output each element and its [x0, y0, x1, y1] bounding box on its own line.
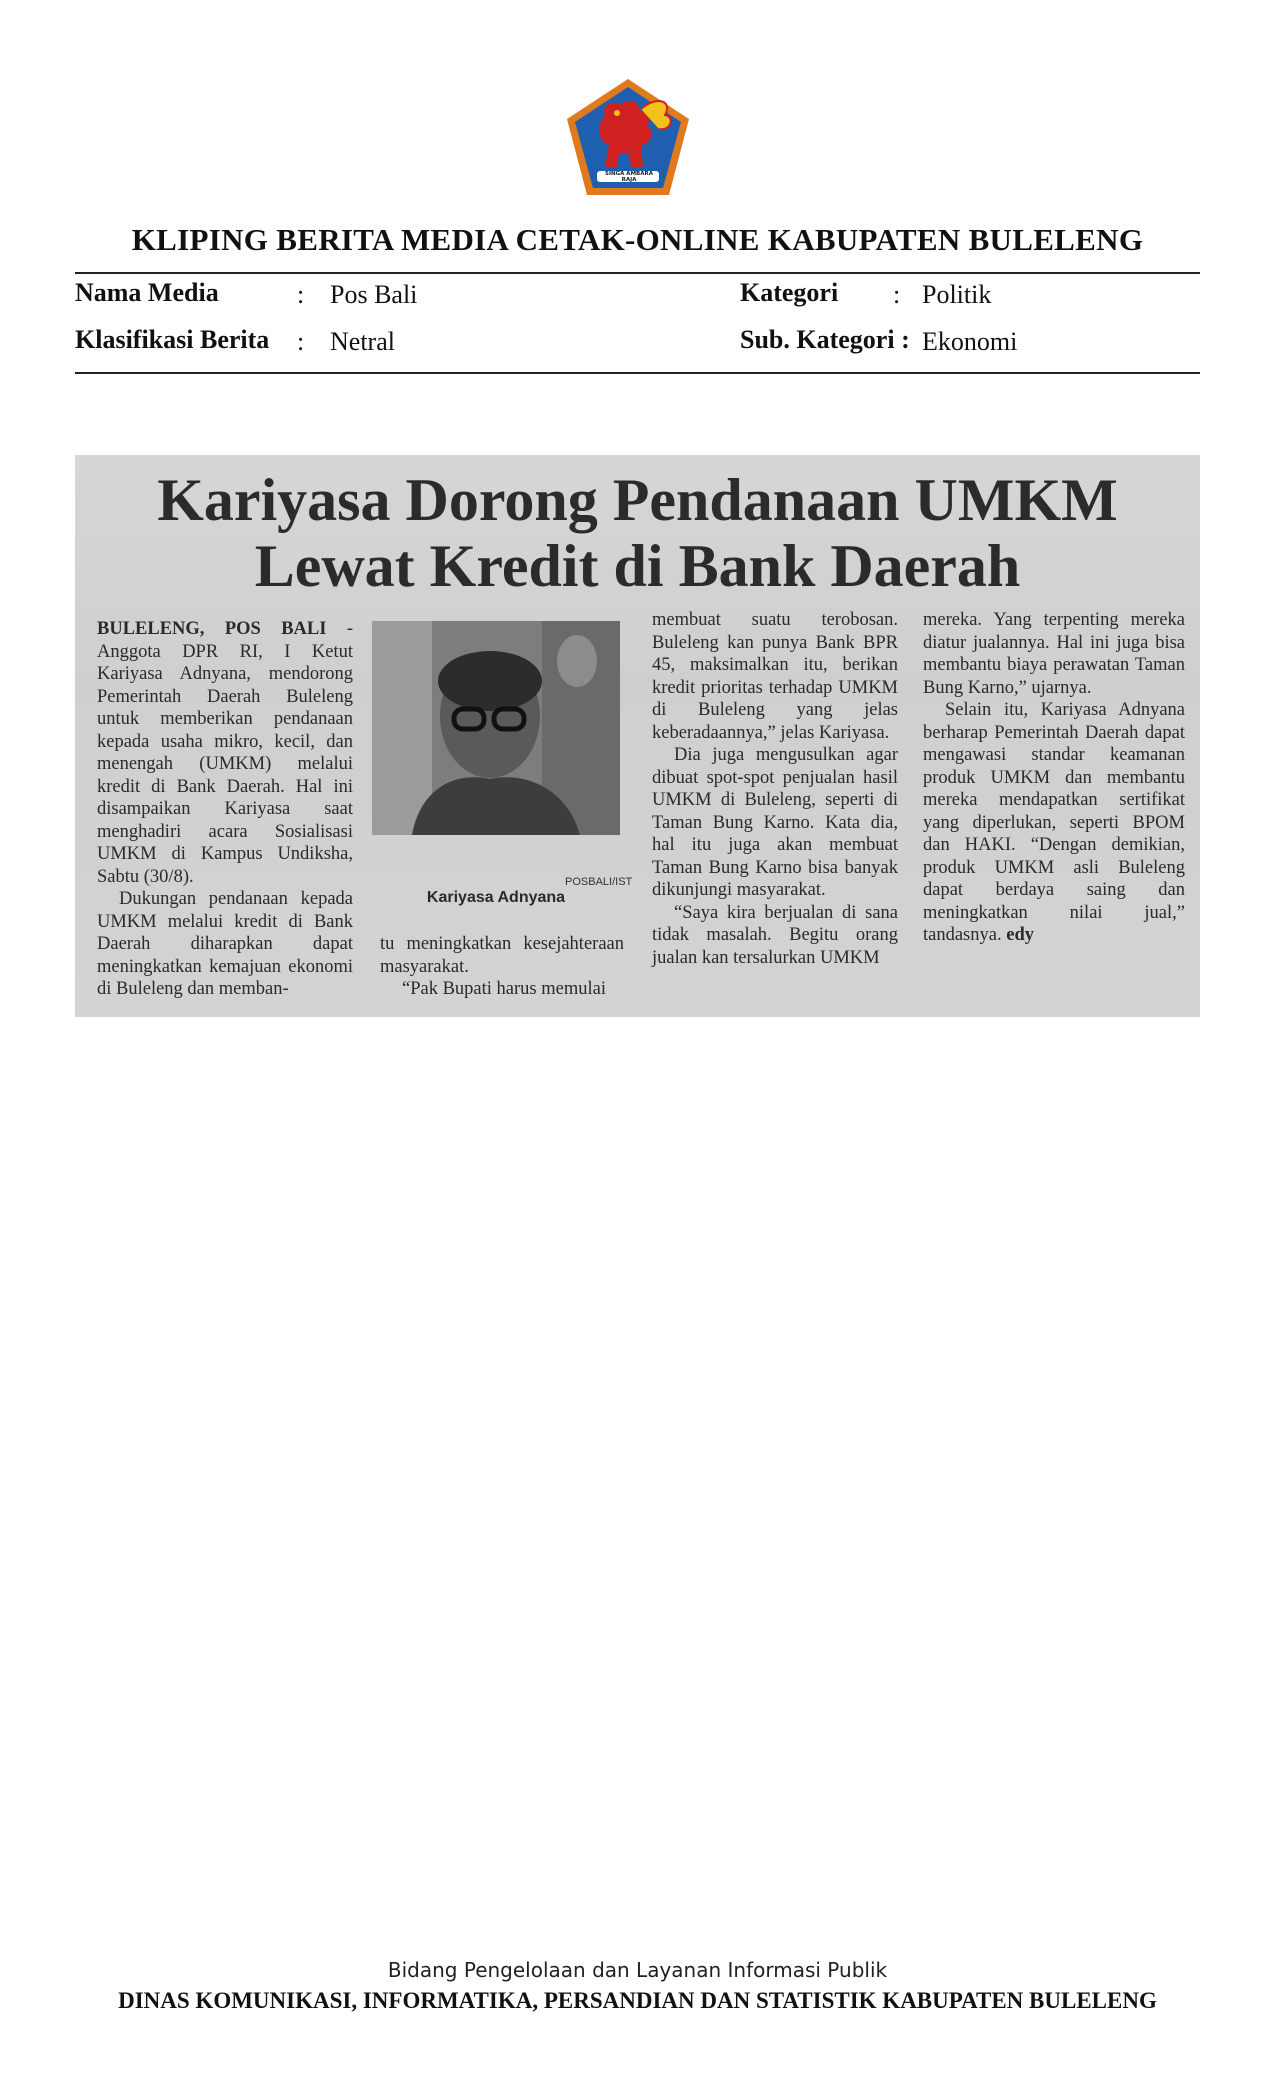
sub-kategori-value: Ekonomi	[922, 327, 1018, 356]
newspaper-clipping	[75, 455, 1200, 1017]
nama-media-label: Nama Media	[75, 278, 219, 307]
header-divider-bottom	[75, 372, 1200, 374]
article-col3-p1: membuat suatu terobosan. Buleleng kan punya Bank BPR 45, maksimalkan itu, berikan kredit prioritas terhadap UMKM di Buleleng yang jelas keberadaannya,” jelas Kariyasa.	[652, 610, 898, 743]
article-col1-p2: Dukungan pendanaan kepada UMKM melalui kredit di Bank Daerah diharapkan dapat meningkatkan kemajuan ekonomi di Buleleng dan memban-	[97, 889, 353, 999]
article-dateline: BULELENG, POS BALI	[97, 619, 327, 639]
article-col2-p1: tu meningkatkan kesejahteraan masyarakat.	[380, 934, 624, 977]
klasifikasi-berita-label: Klasifikasi Berita	[75, 325, 270, 354]
photo-caption: Kariyasa Adnyana	[426, 889, 566, 906]
klasifikasi-berita-value: Netral	[330, 327, 395, 356]
kategori-label: Kategori	[740, 278, 839, 307]
footer-agency: DINAS KOMUNIKASI, INFORMATIKA, PERSANDIAN DAN STATISTIK KABUPATEN BULELENG	[118, 1988, 1157, 2013]
logo-motto: SINGA AMBARA RAJA	[605, 171, 653, 183]
article-col1-p1: - Anggota DPR RI, I Ketut Kariyasa Adnyana, mendorong Pemerintah Daerah Buleleng untuk memberikan pendanaan kepada usaha mikro, kecil, dan menengah (UMKM) melalui kredit di Bank Daerah. Hal ini disampaikan Kariyasa saat menghadiri acara Sosialisasi UMKM di Kampus Undiksha, Sabtu (30/8).	[97, 619, 353, 887]
article-column-2	[380, 933, 624, 1001]
article-photo	[372, 621, 620, 835]
article-column-1	[97, 618, 353, 1001]
article-byline: edy	[1006, 925, 1034, 945]
article-column-4	[923, 609, 1185, 947]
document-title: KLIPING BERITA MEDIA CETAK-ONLINE KABUPATEN BULELENG	[131, 222, 1144, 257]
nama-media-colon: :	[297, 280, 305, 309]
article-column-3	[652, 609, 898, 969]
kategori-colon: :	[893, 280, 901, 309]
sub-kategori-label: Sub. Kategori :	[740, 325, 910, 354]
photo-credit: POSBALI/IST	[565, 876, 633, 888]
header-divider-top	[75, 272, 1200, 274]
headline-line-1: Kariyasa Dorong Pendanaan UMKM	[157, 467, 1118, 533]
article-col4-p2: Selain itu, Kariyasa Adnyana berharap Pemerintah Daerah dapat mengawasi standar keamanan produk UMKM dan membantu mereka mendapatkan sertifikat yang diperlukan, seperti BPOM dan HAKI. “Dengan demikian, produk UMKM asli Buleleng dapat berdaya saing dan meningkatkan nilai jual,” tandasnya.	[923, 700, 1185, 945]
klasifikasi-colon: :	[297, 327, 305, 356]
article-col4-p1: mereka. Yang terpenting mereka diatur jualannya. Hal ini juga bisa membantu biaya perawatan Taman Bung Karno,” ujarnya.	[923, 610, 1185, 698]
article-col3-p2: Dia juga mengusulkan agar dibuat spot-spot penjualan hasil UMKM di Buleleng, seperti di Taman Bung Karno. Kata dia, hal itu juga akan membuat Taman Bung Karno bisa banyak dikunjungi masyarakat.	[652, 745, 898, 900]
nama-media-value: Pos Bali	[330, 280, 418, 309]
footer-department: Bidang Pengelolaan dan Layanan Informasi Publik	[387, 1958, 888, 1982]
article-col3-p3: “Saya kira berjualan di sana tidak masalah. Begitu orang jualan kan tersalurkan UMKM	[652, 902, 898, 968]
article-col2-p2: “Pak Bupati harus memulai	[402, 979, 606, 999]
headline-line-2: Lewat Kredit di Bank Daerah	[254, 533, 1021, 599]
kategori-value: Politik	[922, 280, 992, 309]
